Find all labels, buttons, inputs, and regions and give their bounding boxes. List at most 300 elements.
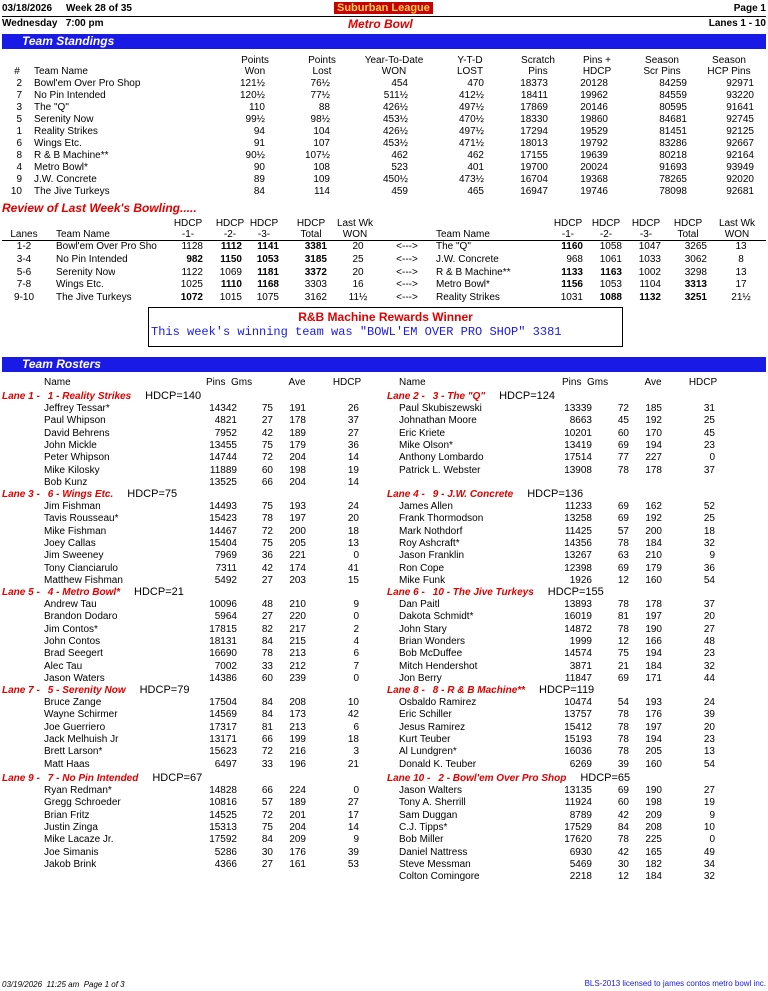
player-pins: 13171 <box>209 733 237 745</box>
player-pins: 6930 <box>569 846 592 858</box>
player-games: 75 <box>261 439 273 451</box>
review-versus: <---> <box>396 241 418 252</box>
player-games: 12 <box>617 635 629 647</box>
lane-team: 6 - Wings Etc. <box>47 489 114 500</box>
lane-label: Lane 9 - <box>2 773 40 784</box>
review-team-left: No Pin Intended <box>56 253 128 265</box>
team-name: R & B Machine** <box>34 150 109 161</box>
standings-cell: 84259 <box>659 78 687 89</box>
player-average: 192 <box>645 415 662 427</box>
player-games: 78 <box>617 537 629 549</box>
review-game: 1053 <box>599 279 622 291</box>
player-games: 66 <box>261 785 273 796</box>
standings-cell: 84 <box>253 186 265 197</box>
player-hdcp: 39 <box>703 709 715 721</box>
player-hdcp: 15 <box>347 574 359 586</box>
player-name: Brian Wonders <box>399 635 465 647</box>
standings-col-header: Pins <box>528 66 548 77</box>
standings-cell: 92681 <box>726 186 754 197</box>
player-games: 30 <box>617 858 629 870</box>
standings-cell: 19860 <box>580 114 608 125</box>
standings-cell: 465 <box>467 186 484 197</box>
standings-cell: 473½ <box>458 174 484 185</box>
standings-cell: 89 <box>253 174 265 185</box>
player-pins: 13419 <box>564 439 592 451</box>
player-pins: 11847 <box>564 672 592 684</box>
standings-cell: 91 <box>253 138 265 149</box>
review-team-right: Reality Strikes <box>436 292 500 304</box>
player-hdcp: 21 <box>347 758 359 770</box>
player-pins: 12398 <box>564 562 592 574</box>
review-total: 3381 <box>304 241 327 252</box>
standings-cell: 84559 <box>659 90 687 101</box>
player-pins: 16019 <box>564 611 592 623</box>
review-lanes: 7-8 <box>16 279 32 291</box>
standings-cell: 92745 <box>726 114 754 125</box>
player-hdcp: 14 <box>347 476 359 488</box>
standings-cell: 99½ <box>245 114 265 125</box>
player-pins: 17514 <box>564 452 592 464</box>
standings-col-header: Team Name <box>34 66 88 77</box>
player-pins: 13135 <box>564 785 592 796</box>
player-hdcp: 53 <box>347 858 359 870</box>
player-name: Al Lundgren* <box>399 746 457 758</box>
player-pins: 7952 <box>214 427 237 439</box>
player-hdcp: 27 <box>347 427 359 439</box>
lane-team: 10 - The Jive Turkeys <box>432 587 534 598</box>
standings-cell: 80218 <box>659 150 687 161</box>
player-hdcp: 19 <box>703 797 715 809</box>
team-name: Reality Strikes <box>34 126 98 137</box>
player-average: 190 <box>645 785 662 796</box>
lane-label: Lane 10 - <box>387 773 431 784</box>
player-games: 27 <box>261 858 273 870</box>
review-col-header: WON <box>342 229 368 240</box>
review-col-top: HDCP <box>631 218 661 229</box>
player-pins: 1999 <box>569 635 592 647</box>
player-hdcp: 25 <box>703 415 715 427</box>
player-average: 198 <box>289 464 306 476</box>
review-won: 20 <box>352 266 364 278</box>
player-hdcp: 42 <box>347 709 359 721</box>
player-games: 78 <box>617 746 629 758</box>
lane-team: 5 - Serenity Now <box>47 685 126 696</box>
player-hdcp: 24 <box>347 501 359 512</box>
player-hdcp: 17 <box>347 809 359 821</box>
player-hdcp: 32 <box>703 537 715 549</box>
player-name: Alec Tau <box>44 660 83 672</box>
player-games: 57 <box>261 797 273 809</box>
player-hdcp: 13 <box>703 746 715 758</box>
player-average: 204 <box>289 476 306 488</box>
player-average: 190 <box>645 623 662 635</box>
player-name: Jakob Brink <box>44 858 97 870</box>
lane-header <box>2 390 201 402</box>
standings-cell: 2 <box>16 78 22 89</box>
standings-cell: 92971 <box>726 78 754 89</box>
player-pins: 15412 <box>564 721 592 733</box>
review-total: 3265 <box>684 241 707 252</box>
review-game: 1033 <box>638 253 661 265</box>
review-won: 13 <box>735 266 747 278</box>
player-average: 166 <box>645 635 662 647</box>
player-games: 81 <box>261 721 273 733</box>
player-games: 75 <box>617 648 629 660</box>
standings-cell: 17869 <box>520 102 548 113</box>
player-pins: 15193 <box>564 733 592 745</box>
standings-cell: 20024 <box>580 162 608 173</box>
team-hdcp: HDCP=124 <box>499 390 556 402</box>
player-name: Joe Simanis <box>44 846 99 858</box>
review-col-header: -3- <box>639 229 653 240</box>
player-name: David Behrens <box>44 427 110 439</box>
player-pins: 4366 <box>214 858 237 870</box>
lane-team: 7 - No Pin Intended <box>47 773 139 784</box>
player-average: 208 <box>289 697 306 708</box>
lane-header <box>387 390 555 402</box>
player-name: Paul Skubiszewski <box>399 403 482 414</box>
player-games: 69 <box>617 501 629 512</box>
standings-cell: 5 <box>16 114 22 125</box>
roster-col-pins: Pins Gms <box>206 377 253 388</box>
review-game: 1047 <box>638 241 661 252</box>
footer-license: BLS-2013 licensed to james contos metro bowl inc. <box>584 979 766 988</box>
player-average: 208 <box>645 821 662 833</box>
player-pins: 5469 <box>569 858 592 870</box>
lane-label: Lane 1 - <box>2 391 40 402</box>
player-name: Dan Paitl <box>399 599 440 610</box>
player-name: Roy Ashcraft* <box>399 537 460 549</box>
player-average: 225 <box>645 834 662 846</box>
player-hdcp: 7 <box>353 660 359 672</box>
player-name: Andrew Tau <box>44 599 97 610</box>
review-lanes: 9-10 <box>13 292 34 304</box>
standings-col-header: Won <box>244 66 266 77</box>
review-team-left: Bowl'em Over Pro Sho <box>56 241 157 252</box>
standings-cell: 4 <box>16 162 22 173</box>
player-games: 78 <box>617 721 629 733</box>
player-games: 78 <box>617 599 629 610</box>
player-average: 199 <box>289 733 306 745</box>
roster-col-pins: Pins Gms <box>562 377 609 388</box>
player-name: Ron Cope <box>399 562 445 574</box>
player-pins: 14574 <box>564 648 592 660</box>
player-hdcp: 13 <box>347 537 359 549</box>
player-average: 209 <box>289 834 306 846</box>
player-average: 210 <box>645 550 662 562</box>
review-game: 1141 <box>257 241 279 252</box>
player-pins: 6497 <box>214 758 237 770</box>
player-hdcp: 32 <box>703 871 715 883</box>
player-hdcp: 54 <box>703 758 715 770</box>
player-hdcp: 49 <box>703 846 715 858</box>
standings-col-header: WON <box>381 66 407 77</box>
player-hdcp: 31 <box>703 403 715 414</box>
player-name: Eric Kriete <box>399 427 446 439</box>
review-col-header: -1- <box>561 229 575 240</box>
standings-cell: 114 <box>314 186 330 197</box>
player-name: Paul Whipson <box>44 415 106 427</box>
standings-cell: 426½ <box>382 126 408 137</box>
player-name: Jim Fishman <box>44 501 101 512</box>
review-total: 3062 <box>684 253 707 265</box>
player-hdcp: 44 <box>703 672 715 684</box>
player-pins: 5492 <box>214 574 237 586</box>
player-average: 184 <box>645 871 662 883</box>
lane-header <box>387 488 583 500</box>
review-total: 3303 <box>304 279 327 291</box>
player-games: 72 <box>617 403 629 414</box>
review-game: 1110 <box>220 279 242 291</box>
standings-cell: 16704 <box>520 174 548 185</box>
standings-cell: 92020 <box>726 174 754 185</box>
rewards-message: This week's winning team was "BOWL'EM OVER PRO SHOP" 3381 <box>151 325 562 339</box>
player-games: 60 <box>617 427 629 439</box>
player-pins: 14828 <box>209 785 237 796</box>
player-average: 213 <box>289 648 306 660</box>
review-col-header: Total <box>677 229 699 240</box>
lane-team: 9 - J.W. Concrete <box>432 489 514 500</box>
player-games: 69 <box>617 513 629 525</box>
player-average: 160 <box>645 574 662 586</box>
player-games: 60 <box>261 672 273 684</box>
review-col-header: -2- <box>223 229 237 240</box>
player-average: 204 <box>289 452 306 464</box>
standings-cell: 454 <box>391 78 408 89</box>
team-hdcp: HDCP=21 <box>134 586 184 598</box>
player-average: 209 <box>645 809 662 821</box>
standings-section-bar <box>2 34 766 49</box>
player-games: 72 <box>261 809 273 821</box>
player-hdcp: 37 <box>703 599 715 610</box>
standings-cell: 18330 <box>520 114 548 125</box>
team-name: Metro Bowl* <box>34 162 88 173</box>
player-hdcp: 4 <box>353 635 359 647</box>
player-average: 165 <box>645 846 662 858</box>
player-pins: 13908 <box>564 464 592 476</box>
review-game: 1031 <box>560 292 583 304</box>
review-game: 1122 <box>181 266 203 278</box>
roster-col-ave: Ave <box>288 377 306 388</box>
standings-cell: 110 <box>249 102 265 113</box>
player-pins: 16036 <box>564 746 592 758</box>
lanes-range: Lanes 1 - 10 <box>708 18 766 29</box>
player-average: 221 <box>289 550 306 562</box>
player-average: 189 <box>289 427 306 439</box>
standings-cell: 16947 <box>520 186 548 197</box>
player-pins: 14525 <box>209 809 237 821</box>
player-hdcp: 25 <box>703 513 715 525</box>
standings-col-top: Season <box>645 55 679 66</box>
review-col-header: Lanes <box>10 229 38 240</box>
rewards-title: R&B Machine Rewards Winner <box>298 310 473 324</box>
team-hdcp: HDCP=119 <box>539 684 595 696</box>
standings-col-top: Season <box>712 55 746 66</box>
player-games: 75 <box>261 403 273 414</box>
player-average: 203 <box>289 574 306 586</box>
player-pins: 15404 <box>209 537 237 549</box>
player-average: 196 <box>289 758 306 770</box>
player-name: Steve Messman <box>399 858 471 870</box>
player-pins: 11889 <box>209 464 237 476</box>
player-games: 72 <box>261 525 273 537</box>
player-average: 220 <box>289 611 306 623</box>
player-average: 170 <box>645 427 662 439</box>
player-name: Jason Walters <box>399 785 462 796</box>
player-average: 171 <box>645 672 662 684</box>
team-hdcp: HDCP=79 <box>139 684 190 696</box>
player-hdcp: 27 <box>703 785 715 796</box>
player-pins: 8663 <box>569 415 592 427</box>
player-name: Mike Olson* <box>399 439 453 451</box>
player-name: Sam Duggan <box>399 809 458 821</box>
lane-header <box>2 488 177 500</box>
team-name: Serenity Now <box>34 114 94 125</box>
player-average: 176 <box>645 709 662 721</box>
player-games: 63 <box>617 550 629 562</box>
player-games: 33 <box>261 758 273 770</box>
lane-team: 3 - The "Q" <box>432 391 486 402</box>
player-games: 57 <box>617 525 629 537</box>
standings-col-top: Points <box>241 55 269 66</box>
player-games: 78 <box>261 513 273 525</box>
player-hdcp: 36 <box>703 562 715 574</box>
player-pins: 6269 <box>569 758 592 770</box>
review-won: 16 <box>352 279 364 291</box>
player-hdcp: 45 <box>703 427 715 439</box>
player-hdcp: 54 <box>703 574 715 586</box>
player-name: Tavis Rousseau* <box>44 513 119 525</box>
player-pins: 15423 <box>209 513 237 525</box>
standings-cell: 90½ <box>245 150 265 161</box>
review-game: 1025 <box>180 279 203 291</box>
player-average: 194 <box>645 439 662 451</box>
player-hdcp: 26 <box>347 403 359 414</box>
standings-cell: 18373 <box>520 78 548 89</box>
review-won: 17 <box>735 279 747 291</box>
player-name: Ryan Redman* <box>44 785 112 796</box>
review-game: 1133 <box>561 266 583 278</box>
player-games: 39 <box>617 758 629 770</box>
review-game: 1156 <box>561 279 583 291</box>
review-col-top: HDCP <box>215 218 245 229</box>
player-average: 205 <box>645 746 662 758</box>
player-pins: 13893 <box>564 599 592 610</box>
review-versus: <---> <box>396 292 418 304</box>
player-average: 178 <box>645 464 662 476</box>
player-games: 75 <box>261 501 273 512</box>
standings-cell: 81451 <box>659 126 687 137</box>
standings-cell: 19529 <box>580 126 608 137</box>
player-average: 227 <box>645 452 662 464</box>
player-games: 78 <box>617 623 629 635</box>
player-hdcp: 48 <box>703 635 715 647</box>
player-games: 30 <box>261 846 273 858</box>
standings-col-top: Points <box>308 55 336 66</box>
review-game: 1053 <box>256 253 279 265</box>
player-pins: 14872 <box>564 623 592 635</box>
player-pins: 3871 <box>569 660 592 672</box>
player-name: Mike Kilosky <box>44 464 100 476</box>
standings-cell: 412½ <box>458 90 484 101</box>
player-name: Jeffrey Tessar* <box>44 403 110 414</box>
review-game: 1072 <box>180 292 203 304</box>
lane-team: 2 - Bowl'em Over Pro Shop <box>438 773 567 784</box>
standings-cell: 108 <box>313 162 330 173</box>
review-lanes: 3-4 <box>16 253 32 265</box>
player-name: Gregg Schroeder <box>44 797 121 809</box>
standings-cell: 462 <box>391 150 408 161</box>
player-name: Jim Contos* <box>44 623 98 635</box>
player-name: C.J. Tipps* <box>399 821 448 833</box>
review-game: 1112 <box>220 241 242 252</box>
review-game: 1150 <box>220 253 242 265</box>
player-games: 48 <box>261 599 273 610</box>
review-won: 21½ <box>731 292 751 304</box>
review-team-right: Metro Bowl* <box>436 279 490 291</box>
player-games: 77 <box>617 452 629 464</box>
lane-team: 8 - R & B Machine** <box>432 685 526 696</box>
player-games: 69 <box>617 672 629 684</box>
standings-cell: 19792 <box>580 138 608 149</box>
player-hdcp: 20 <box>703 611 715 623</box>
player-average: 193 <box>645 697 662 708</box>
review-game: 1061 <box>599 253 622 265</box>
standings-cell: 19368 <box>580 174 608 185</box>
standings-cell: 19746 <box>580 186 608 197</box>
player-pins: 15623 <box>209 746 237 758</box>
player-pins: 8789 <box>569 809 592 821</box>
player-name: Eric Schiller <box>399 709 452 721</box>
player-average: 212 <box>289 660 306 672</box>
review-won: 11½ <box>348 292 368 304</box>
lane-label: Lane 4 - <box>387 489 425 500</box>
standings-cell: 453½ <box>382 114 408 125</box>
standings-cell: 104 <box>313 126 330 137</box>
player-pins: 17815 <box>209 623 237 635</box>
player-pins: 11233 <box>564 501 592 512</box>
standings-cell: 462 <box>467 150 484 161</box>
player-name: Brandon Dodaro <box>44 611 118 623</box>
player-average: 201 <box>289 809 306 821</box>
player-games: 82 <box>261 623 273 635</box>
review-team-left: The Jive Turkeys <box>56 292 132 304</box>
player-name: Matt Haas <box>44 758 90 770</box>
player-games: 42 <box>617 809 629 821</box>
standings-cell: 511½ <box>383 90 408 101</box>
player-name: John Stary <box>399 623 447 635</box>
player-hdcp: 9 <box>353 834 359 846</box>
standings-cell: 497½ <box>458 126 484 137</box>
player-pins: 13267 <box>564 550 592 562</box>
player-name: Jim Sweeney <box>44 550 104 562</box>
review-total: 3313 <box>684 279 707 291</box>
player-games: 33 <box>261 660 273 672</box>
standings-cell: 78265 <box>659 174 687 185</box>
standings-cell: 470½ <box>458 114 484 125</box>
player-name: Jason Waters <box>44 672 105 684</box>
player-hdcp: 9 <box>709 550 715 562</box>
standings-cell: 94 <box>253 126 265 137</box>
review-team-right: The "Q" <box>436 241 471 252</box>
player-hdcp: 36 <box>347 439 359 451</box>
roster-col-name: Name <box>399 377 426 388</box>
team-hdcp: HDCP=140 <box>145 390 202 402</box>
player-hdcp: 0 <box>353 550 359 562</box>
player-average: 192 <box>645 513 662 525</box>
player-average: 194 <box>645 648 662 660</box>
player-name: Jason Franklin <box>399 550 465 562</box>
